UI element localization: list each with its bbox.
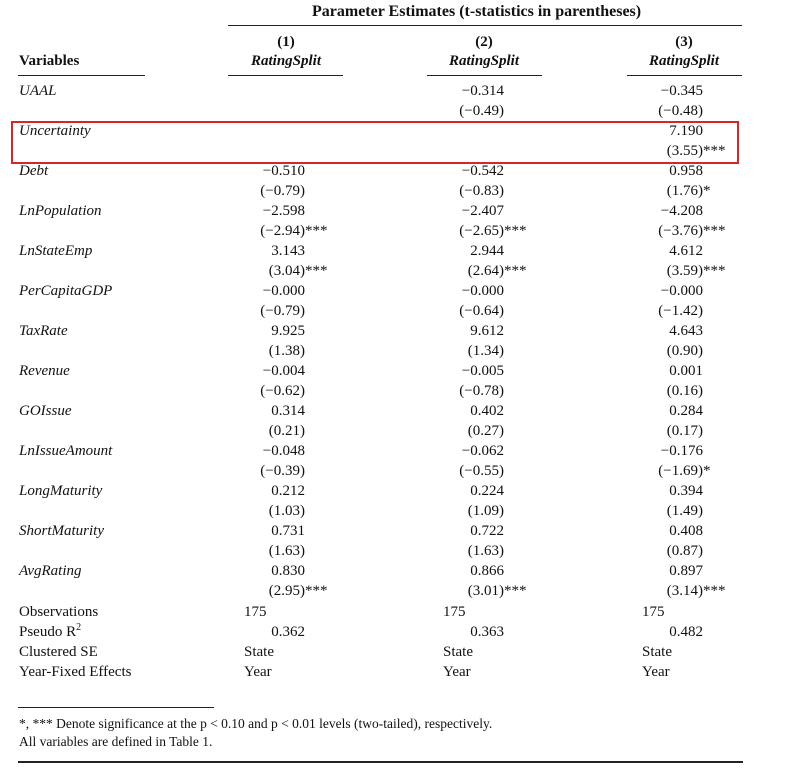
t-statistic: (−0.79) xyxy=(260,183,305,199)
header-rule-variables xyxy=(18,75,145,76)
t-statistic: (−2.94) xyxy=(260,223,305,239)
stat-value: 175 xyxy=(443,604,466,620)
significance-stars: *** xyxy=(703,223,726,239)
t-statistic: (0.17) xyxy=(666,423,703,439)
t-statistic: (1.38) xyxy=(268,343,305,359)
coefficient-value: 3.143 xyxy=(271,243,305,259)
coefficient-value: −4.208 xyxy=(660,203,703,219)
stat-value: 0.362 xyxy=(271,624,305,640)
footnote-significance: *, *** Denote significance at the p < 0.10 and p < 0.01 levels (two-tailed), respectively. xyxy=(19,716,493,731)
col-3-name: RatingSplit xyxy=(648,53,720,69)
title-rule xyxy=(228,25,742,26)
row-name: GOIssue xyxy=(19,403,72,419)
coefficient-value: −0.314 xyxy=(461,83,504,99)
t-statistic: (−0.49) xyxy=(459,103,504,119)
stat-value: 0.482 xyxy=(669,624,703,640)
stat-name: Observations xyxy=(19,604,99,620)
coefficient-value: −0.048 xyxy=(262,443,305,459)
t-statistic: (0.16) xyxy=(666,383,703,399)
t-statistic: (3.59) xyxy=(666,263,703,279)
coefficient-value: −0.005 xyxy=(461,363,504,379)
t-statistic: (1.63) xyxy=(268,543,305,559)
t-statistic: (0.27) xyxy=(467,423,504,439)
significance-stars: *** xyxy=(305,583,328,599)
t-statistic: (1.49) xyxy=(666,503,703,519)
stat-value: Year xyxy=(244,664,272,680)
significance-stars: *** xyxy=(703,263,726,279)
coefficient-value: −0.000 xyxy=(262,283,305,299)
coefficient-value: −2.407 xyxy=(461,203,504,219)
row-name: Revenue xyxy=(19,363,70,379)
footnote-rule xyxy=(18,707,214,708)
coefficient-value: 4.643 xyxy=(669,323,703,339)
coefficient-value: −0.345 xyxy=(660,83,703,99)
stat-name: Year-Fixed Effects xyxy=(19,664,132,680)
coefficient-value: −0.176 xyxy=(660,443,703,459)
variables-label: Variables xyxy=(19,53,80,69)
col-2-number: (2) xyxy=(475,34,493,50)
coefficient-value: 0.394 xyxy=(669,483,703,499)
t-statistic: (3.01) xyxy=(467,583,504,599)
stat-value: 0.363 xyxy=(470,624,504,640)
col-2-name: RatingSplit xyxy=(448,53,520,69)
coefficient-value: 0.897 xyxy=(669,563,703,579)
row-name: LnStateEmp xyxy=(19,243,93,259)
coefficient-value: −0.542 xyxy=(461,163,504,179)
stat-value: State xyxy=(443,644,473,660)
t-statistic: (−0.55) xyxy=(459,463,504,479)
stat-value: State xyxy=(642,644,672,660)
coefficient-value: 9.612 xyxy=(470,323,504,339)
t-statistic: (0.21) xyxy=(268,423,305,439)
coefficient-value: 2.944 xyxy=(470,243,504,259)
coefficient-value: −0.062 xyxy=(461,443,504,459)
t-statistic: (−0.48) xyxy=(658,103,703,119)
t-statistic: (3.14) xyxy=(666,583,703,599)
row-name: PerCapitaGDP xyxy=(19,283,113,299)
significance-stars: *** xyxy=(305,223,328,239)
t-statistic: (−0.62) xyxy=(260,383,305,399)
stat-name: Clustered SE xyxy=(19,644,98,660)
t-statistic: (−2.65) xyxy=(459,223,504,239)
row-name: Uncertainty xyxy=(19,123,91,139)
significance-stars: *** xyxy=(703,143,726,159)
stat-value: Year xyxy=(642,664,670,680)
header-rule-col-3 xyxy=(627,75,742,76)
coefficient-value: 0.866 xyxy=(470,563,504,579)
stat-value: State xyxy=(244,644,274,660)
t-statistic: (−0.83) xyxy=(459,183,504,199)
coefficient-value: 0.402 xyxy=(470,403,504,419)
t-statistic: (2.95) xyxy=(268,583,305,599)
coefficient-value: 0.314 xyxy=(271,403,305,419)
header-rule-col-1 xyxy=(228,75,343,76)
t-statistic: (−0.64) xyxy=(459,303,504,319)
t-statistic: (−0.39) xyxy=(260,463,305,479)
coefficient-value: 0.830 xyxy=(271,563,305,579)
t-statistic: (1.09) xyxy=(467,503,504,519)
coefficient-value: 0.408 xyxy=(669,523,703,539)
stat-value: 175 xyxy=(642,604,665,620)
t-statistic: (−3.76) xyxy=(658,223,703,239)
table-title: Parameter Estimates (t-statistics in parentheses) xyxy=(312,3,642,20)
significance-stars: *** xyxy=(305,263,328,279)
t-statistic: (1.76) xyxy=(666,183,703,199)
coefficient-value: 0.001 xyxy=(669,363,703,379)
coefficient-value: −2.598 xyxy=(262,203,305,219)
row-name: Debt xyxy=(19,163,49,179)
row-name: ShortMaturity xyxy=(19,523,104,539)
coefficient-value: −0.004 xyxy=(262,363,305,379)
coefficient-value: 0.722 xyxy=(470,523,504,539)
row-name: LnIssueAmount xyxy=(19,443,113,459)
t-statistic: (1.03) xyxy=(268,503,305,519)
t-statistic: (−0.78) xyxy=(459,383,504,399)
significance-stars: *** xyxy=(703,583,726,599)
t-statistic: (3.04) xyxy=(268,263,305,279)
col-1-number: (1) xyxy=(277,34,295,50)
t-statistic: (0.90) xyxy=(666,343,703,359)
t-statistic: (−1.42) xyxy=(658,303,703,319)
col-1-name: RatingSplit xyxy=(250,53,322,69)
coefficient-value: 0.284 xyxy=(669,403,703,419)
bottom-rule xyxy=(18,761,743,763)
row-name: TaxRate xyxy=(19,323,68,339)
t-statistic: (1.63) xyxy=(467,543,504,559)
significance-stars: *** xyxy=(504,263,527,279)
coefficient-value: 7.190 xyxy=(669,123,703,139)
coefficient-value: 0.224 xyxy=(470,483,504,499)
coefficient-value: 0.212 xyxy=(271,483,305,499)
row-name: LnPopulation xyxy=(19,203,102,219)
significance-stars: *** xyxy=(504,583,527,599)
stat-name: Pseudo $R^2$ xyxy=(19,622,82,640)
t-statistic: (−0.79) xyxy=(260,303,305,319)
stat-superscript: 2 xyxy=(76,622,82,633)
t-statistic: (3.55) xyxy=(666,143,703,159)
coefficient-value: −0.000 xyxy=(660,283,703,299)
t-statistic: (2.64) xyxy=(467,263,504,279)
row-name: LongMaturity xyxy=(19,483,103,499)
col-3-number: (3) xyxy=(675,34,693,50)
stat-value: 175 xyxy=(244,604,267,620)
coefficient-value: 9.925 xyxy=(271,323,305,339)
significance-stars: * xyxy=(703,463,711,479)
coefficient-value: 0.731 xyxy=(271,523,305,539)
footnote-definitions: All variables are defined in Table 1. xyxy=(19,734,213,749)
coefficient-value: 4.612 xyxy=(669,243,703,259)
row-name: UAAL xyxy=(19,83,57,99)
t-statistic: (1.34) xyxy=(467,343,504,359)
t-statistic: (−1.69) xyxy=(658,463,703,479)
significance-stars: *** xyxy=(504,223,527,239)
row-name: AvgRating xyxy=(19,563,82,579)
highlight-box xyxy=(11,121,739,164)
stat-value: Year xyxy=(443,664,471,680)
coefficient-value: 0.958 xyxy=(669,163,703,179)
coefficient-value: −0.510 xyxy=(262,163,305,179)
coefficient-value: −0.000 xyxy=(461,283,504,299)
t-statistic: (0.87) xyxy=(666,543,703,559)
header-rule-col-2 xyxy=(427,75,542,76)
significance-stars: * xyxy=(703,183,711,199)
